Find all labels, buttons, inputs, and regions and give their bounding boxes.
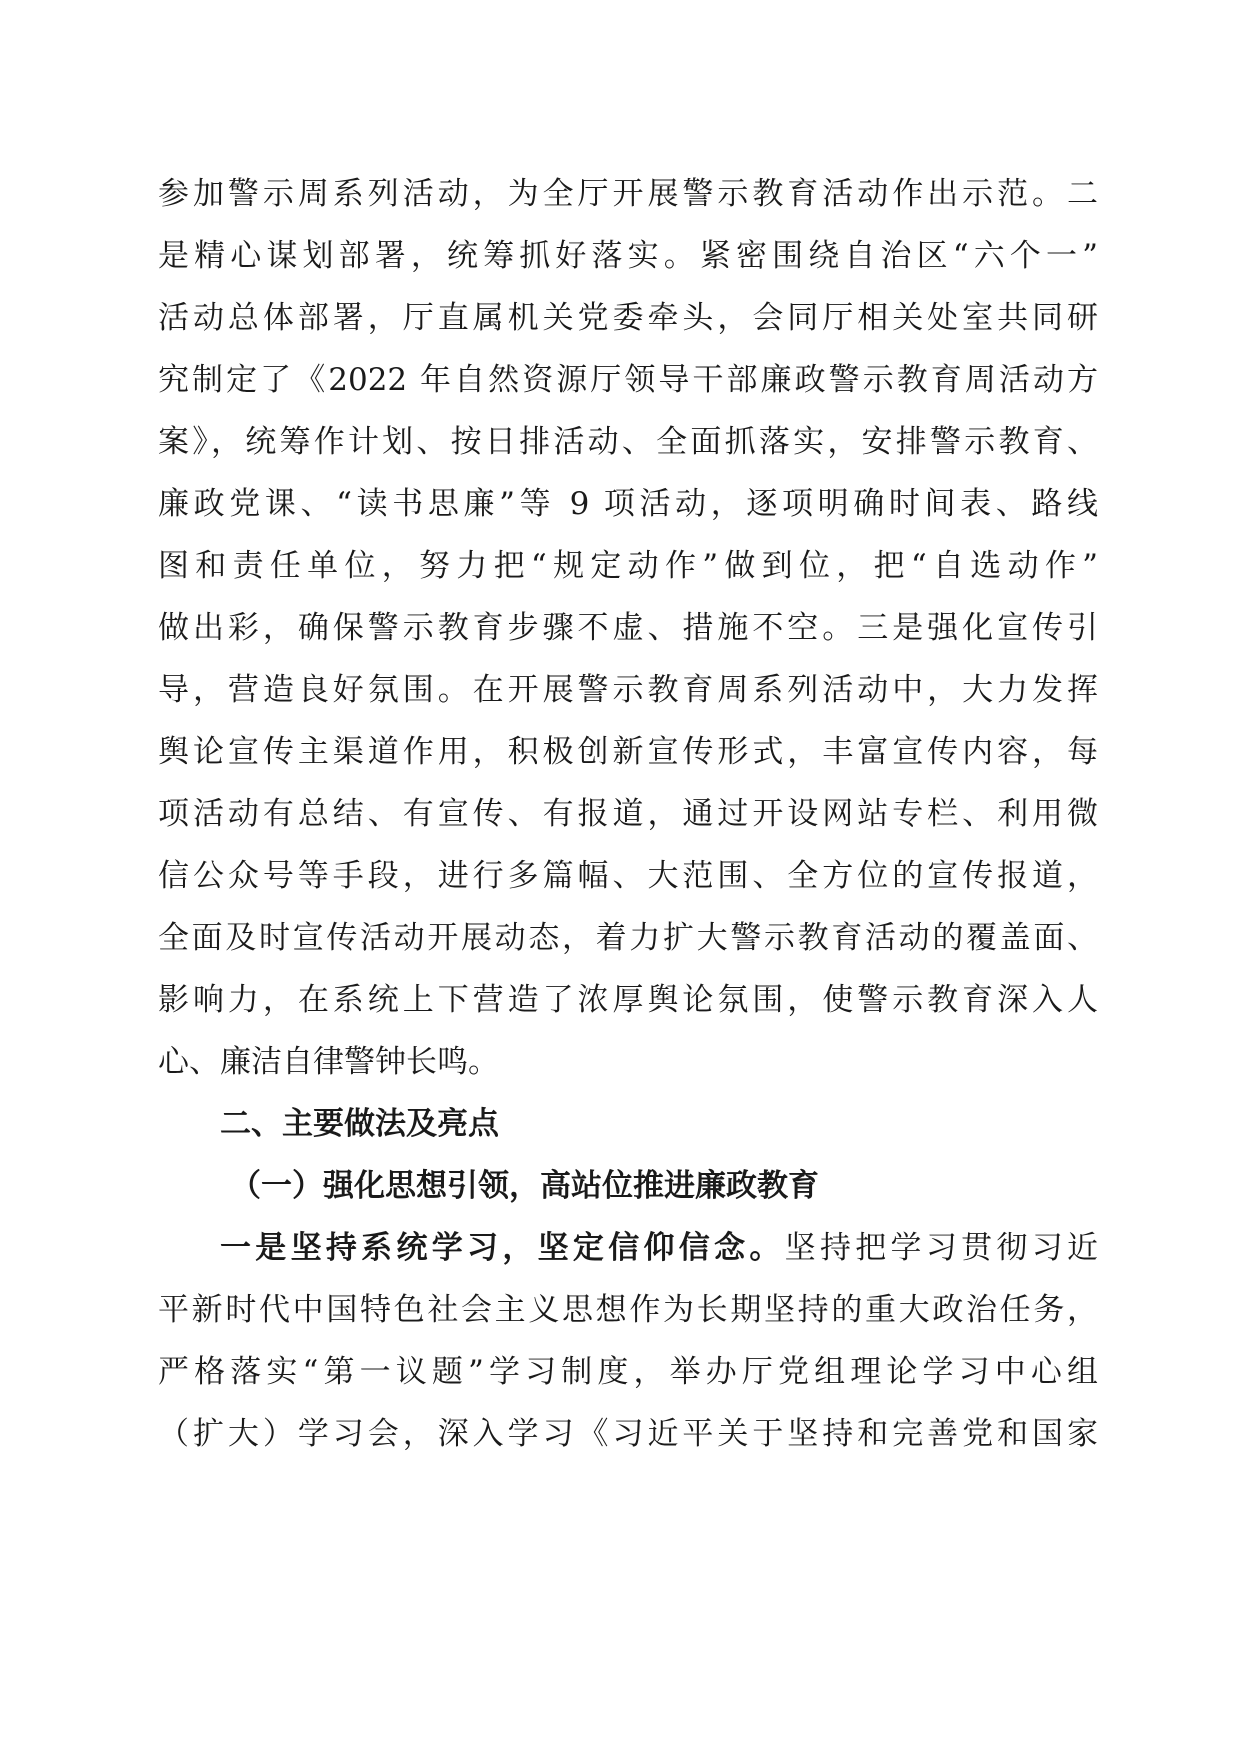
body-text-line: 图和责任单位，努力把“规定动作”做到位，把“自选动作” xyxy=(158,548,1098,584)
body-text-line: 导，营造良好氛围。在开展警示教育周系列活动中，大力发挥 xyxy=(158,672,1098,708)
body-text-line: 严格落实“第一议题”学习制度，举办厅党组理论学习中心组 xyxy=(158,1354,1098,1390)
body-text-line: 究制定了《2022 年自然资源厅领导干部廉政警示教育周活动方 xyxy=(158,362,1098,398)
body-text-line: 是精心谋划部署，统筹抓好落实。紧密围绕自治区“六个一” xyxy=(158,238,1098,274)
body-text-line: 全面及时宣传活动开展动态，着力扩大警示教育活动的覆盖面、 xyxy=(158,920,1098,956)
subsection-heading: （一）强化思想引领，高站位推进廉政教育 xyxy=(230,1168,819,1204)
body-text-line: 信公众号等手段，进行多篇幅、大范围、全方位的宣传报道， xyxy=(158,858,1098,894)
body-text-line: 案》，统筹作计划、按日排活动、全面抓落实，安排警示教育、 xyxy=(158,424,1098,460)
body-text-line: 心、廉洁自律警钟长鸣。 xyxy=(158,1044,499,1080)
body-text-line: 舆论宣传主渠道作用，积极创新宣传形式，丰富宣传内容，每 xyxy=(158,734,1098,770)
body-text-line: （扩大）学习会，深入学习《习近平关于坚持和完善党和国家 xyxy=(158,1416,1098,1452)
body-text-line: 做出彩，确保警示教育步骤不虚、措施不空。三是强化宣传引 xyxy=(158,610,1098,646)
paragraph-lead-rest: 坚持把学习贯彻习近 xyxy=(784,1230,1099,1266)
body-text-line: 参加警示周系列活动，为全厅开展警示教育活动作出示范。二 xyxy=(158,176,1098,212)
body-text-line: 项活动有总结、有宣传、有报道，通过开设网站专栏、利用微 xyxy=(158,796,1098,832)
body-text-line: 廉政党课、“读书思廉”等 9 项活动，逐项明确时间表、路线 xyxy=(158,486,1098,522)
section-heading: 二、主要做法及亮点 xyxy=(220,1106,499,1142)
paragraph-lead-bold: 一是坚持系统学习，坚定信仰信念。 xyxy=(220,1230,785,1266)
paragraph-first-line xyxy=(220,1217,1098,1279)
body-text-line: 影响力，在系统上下营造了浓厚舆论氛围，使警示教育深入人 xyxy=(158,982,1098,1018)
body-text-line: 平新时代中国特色社会主义思想作为长期坚持的重大政治任务， xyxy=(158,1292,1098,1328)
body-text-line: 活动总体部署，厅直属机关党委牵头，会同厅相关处室共同研 xyxy=(158,300,1098,336)
